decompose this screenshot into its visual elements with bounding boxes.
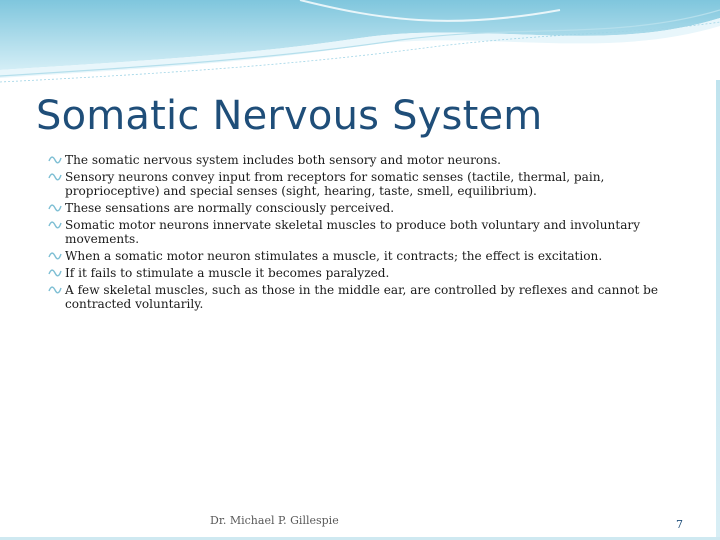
- bullet-text: The somatic nervous system includes both sensory and motor neurons.: [65, 153, 502, 167]
- bullet-text: These sensations are normally consciously perceived.: [65, 201, 395, 215]
- bullet-item: [48, 218, 688, 247]
- page-number: 7: [676, 518, 683, 531]
- wave-bullet-icon: [48, 170, 62, 184]
- slide-title: Somatic Nervous System: [36, 93, 543, 139]
- bullet-item: [48, 201, 688, 215]
- bullet-text: A few skeletal muscles, such as those in the middle ear, are controlled by reflexes and cannot be contracted voluntarily.: [65, 282, 659, 311]
- header-wave-decoration: [0, 0, 720, 90]
- wave-bullet-icon: [48, 201, 62, 215]
- bullet-item: [48, 249, 688, 263]
- bullet-item: [48, 153, 688, 167]
- bullet-item: [48, 266, 688, 280]
- wave-bullet-icon: [48, 218, 62, 232]
- bullet-text: When a somatic motor neuron stimulates a muscle, it contracts; the effect is excitation.: [65, 249, 603, 263]
- wave-bullet-icon: [48, 266, 62, 280]
- bullet-item: [48, 283, 688, 312]
- bullet-item: [48, 170, 688, 199]
- bullet-text: Sensory neurons convey input from receptors for somatic senses (tactile, thermal, pain, proprioceptive) and special senses (sight, hearing, taste, smell, equilibrium).: [65, 169, 605, 199]
- right-border-decoration: [716, 80, 720, 540]
- bullet-text: Somatic motor neurons innervate skeletal muscles to produce both voluntary and involuntary movements.: [65, 217, 641, 247]
- wave-bullet-icon: [48, 249, 62, 263]
- wave-bullet-icon: [48, 283, 62, 297]
- bullet-text: If it fails to stimulate a muscle it becomes paralyzed.: [65, 265, 390, 280]
- bullet-list: [48, 153, 688, 314]
- wave-bullet-icon: [48, 153, 62, 167]
- footer-author: Dr. Michael P. Gillespie: [210, 514, 339, 527]
